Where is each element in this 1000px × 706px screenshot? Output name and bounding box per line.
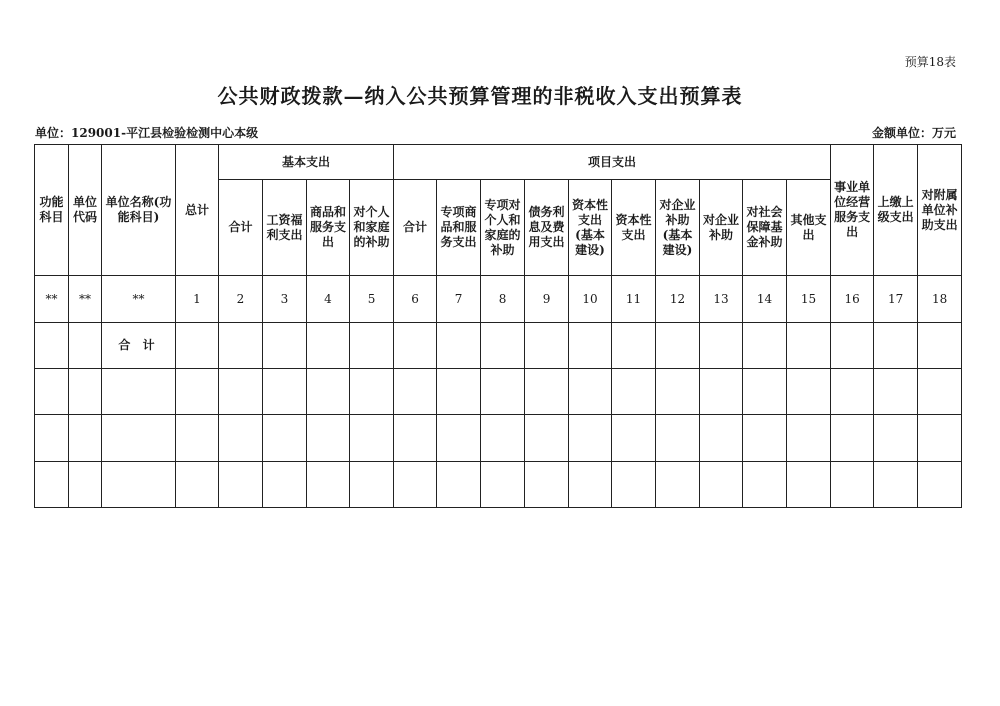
column-number: 9 [525, 276, 569, 323]
form-number: 预算18表 [904, 55, 956, 69]
total-row [35, 323, 962, 369]
column-number: 1 [176, 276, 219, 323]
total-label: 合 计 [102, 323, 176, 369]
budget-table [34, 144, 962, 508]
table-row [35, 462, 962, 508]
header-salary-welfare: 工资福利支出 [263, 180, 307, 276]
header-enterprise-construction: 对企业补助(基本建设) [656, 180, 700, 276]
header-social-security: 对社会保障基金补助 [743, 180, 787, 276]
column-number-row [35, 276, 962, 323]
header-enterprise-subsidy: 对企业补助 [700, 180, 743, 276]
header-debt-interest: 债务利息及费用支出 [525, 180, 569, 276]
column-number: ** [69, 276, 102, 323]
unit-label: 单位：129001-平江县检验检测中心本级 [35, 126, 259, 140]
column-number: 11 [612, 276, 656, 323]
header-special-goods: 专项商品和服务支出 [437, 180, 481, 276]
header-group-project: 项目支出 [394, 145, 831, 180]
header-subordinate-subsidy: 对附属单位补助支出 [918, 145, 962, 276]
header-goods-services: 商品和服务支出 [307, 180, 350, 276]
header-capital: 资本性支出 [612, 180, 656, 276]
page-title: 公共财政拨款—纳入公共预算管理的非税收入支出预算表 [217, 84, 743, 108]
header-total: 总计 [176, 145, 219, 276]
header-row-groups [35, 145, 962, 180]
header-business-service: 事业单位经营服务支出 [831, 145, 874, 276]
column-number: ** [35, 276, 69, 323]
column-number: 4 [307, 276, 350, 323]
header-func-subject: 功能科目 [35, 145, 69, 276]
column-number: 2 [219, 276, 263, 323]
column-number: ** [102, 276, 176, 323]
column-number: 7 [437, 276, 481, 323]
column-number: 14 [743, 276, 787, 323]
column-number: 15 [787, 276, 831, 323]
header-special-personal: 专项对个人和家庭的补助 [481, 180, 525, 276]
column-number: 12 [656, 276, 700, 323]
column-number: 13 [700, 276, 743, 323]
header-project-total: 合计 [394, 180, 437, 276]
column-number: 18 [918, 276, 962, 323]
header-unit-code: 单位代码 [69, 145, 102, 276]
header-unit-name: 单位名称(功能科目) [102, 145, 176, 276]
header-group-basic: 基本支出 [219, 145, 394, 180]
column-number: 6 [394, 276, 437, 323]
header-personal-family: 对个人和家庭的补助 [350, 180, 394, 276]
header-other: 其他支出 [787, 180, 831, 276]
header-basic-total: 合计 [219, 180, 263, 276]
header-capital-construction: 资本性支出(基本建设) [569, 180, 612, 276]
column-number: 17 [874, 276, 918, 323]
money-unit-label: 金额单位：万元 [871, 126, 956, 140]
column-number: 5 [350, 276, 394, 323]
table-row [35, 369, 962, 415]
column-number: 8 [481, 276, 525, 323]
column-number: 10 [569, 276, 612, 323]
column-number: 16 [831, 276, 874, 323]
column-number: 3 [263, 276, 307, 323]
table-row [35, 415, 962, 462]
header-payment-superior: 上缴上级支出 [874, 145, 918, 276]
